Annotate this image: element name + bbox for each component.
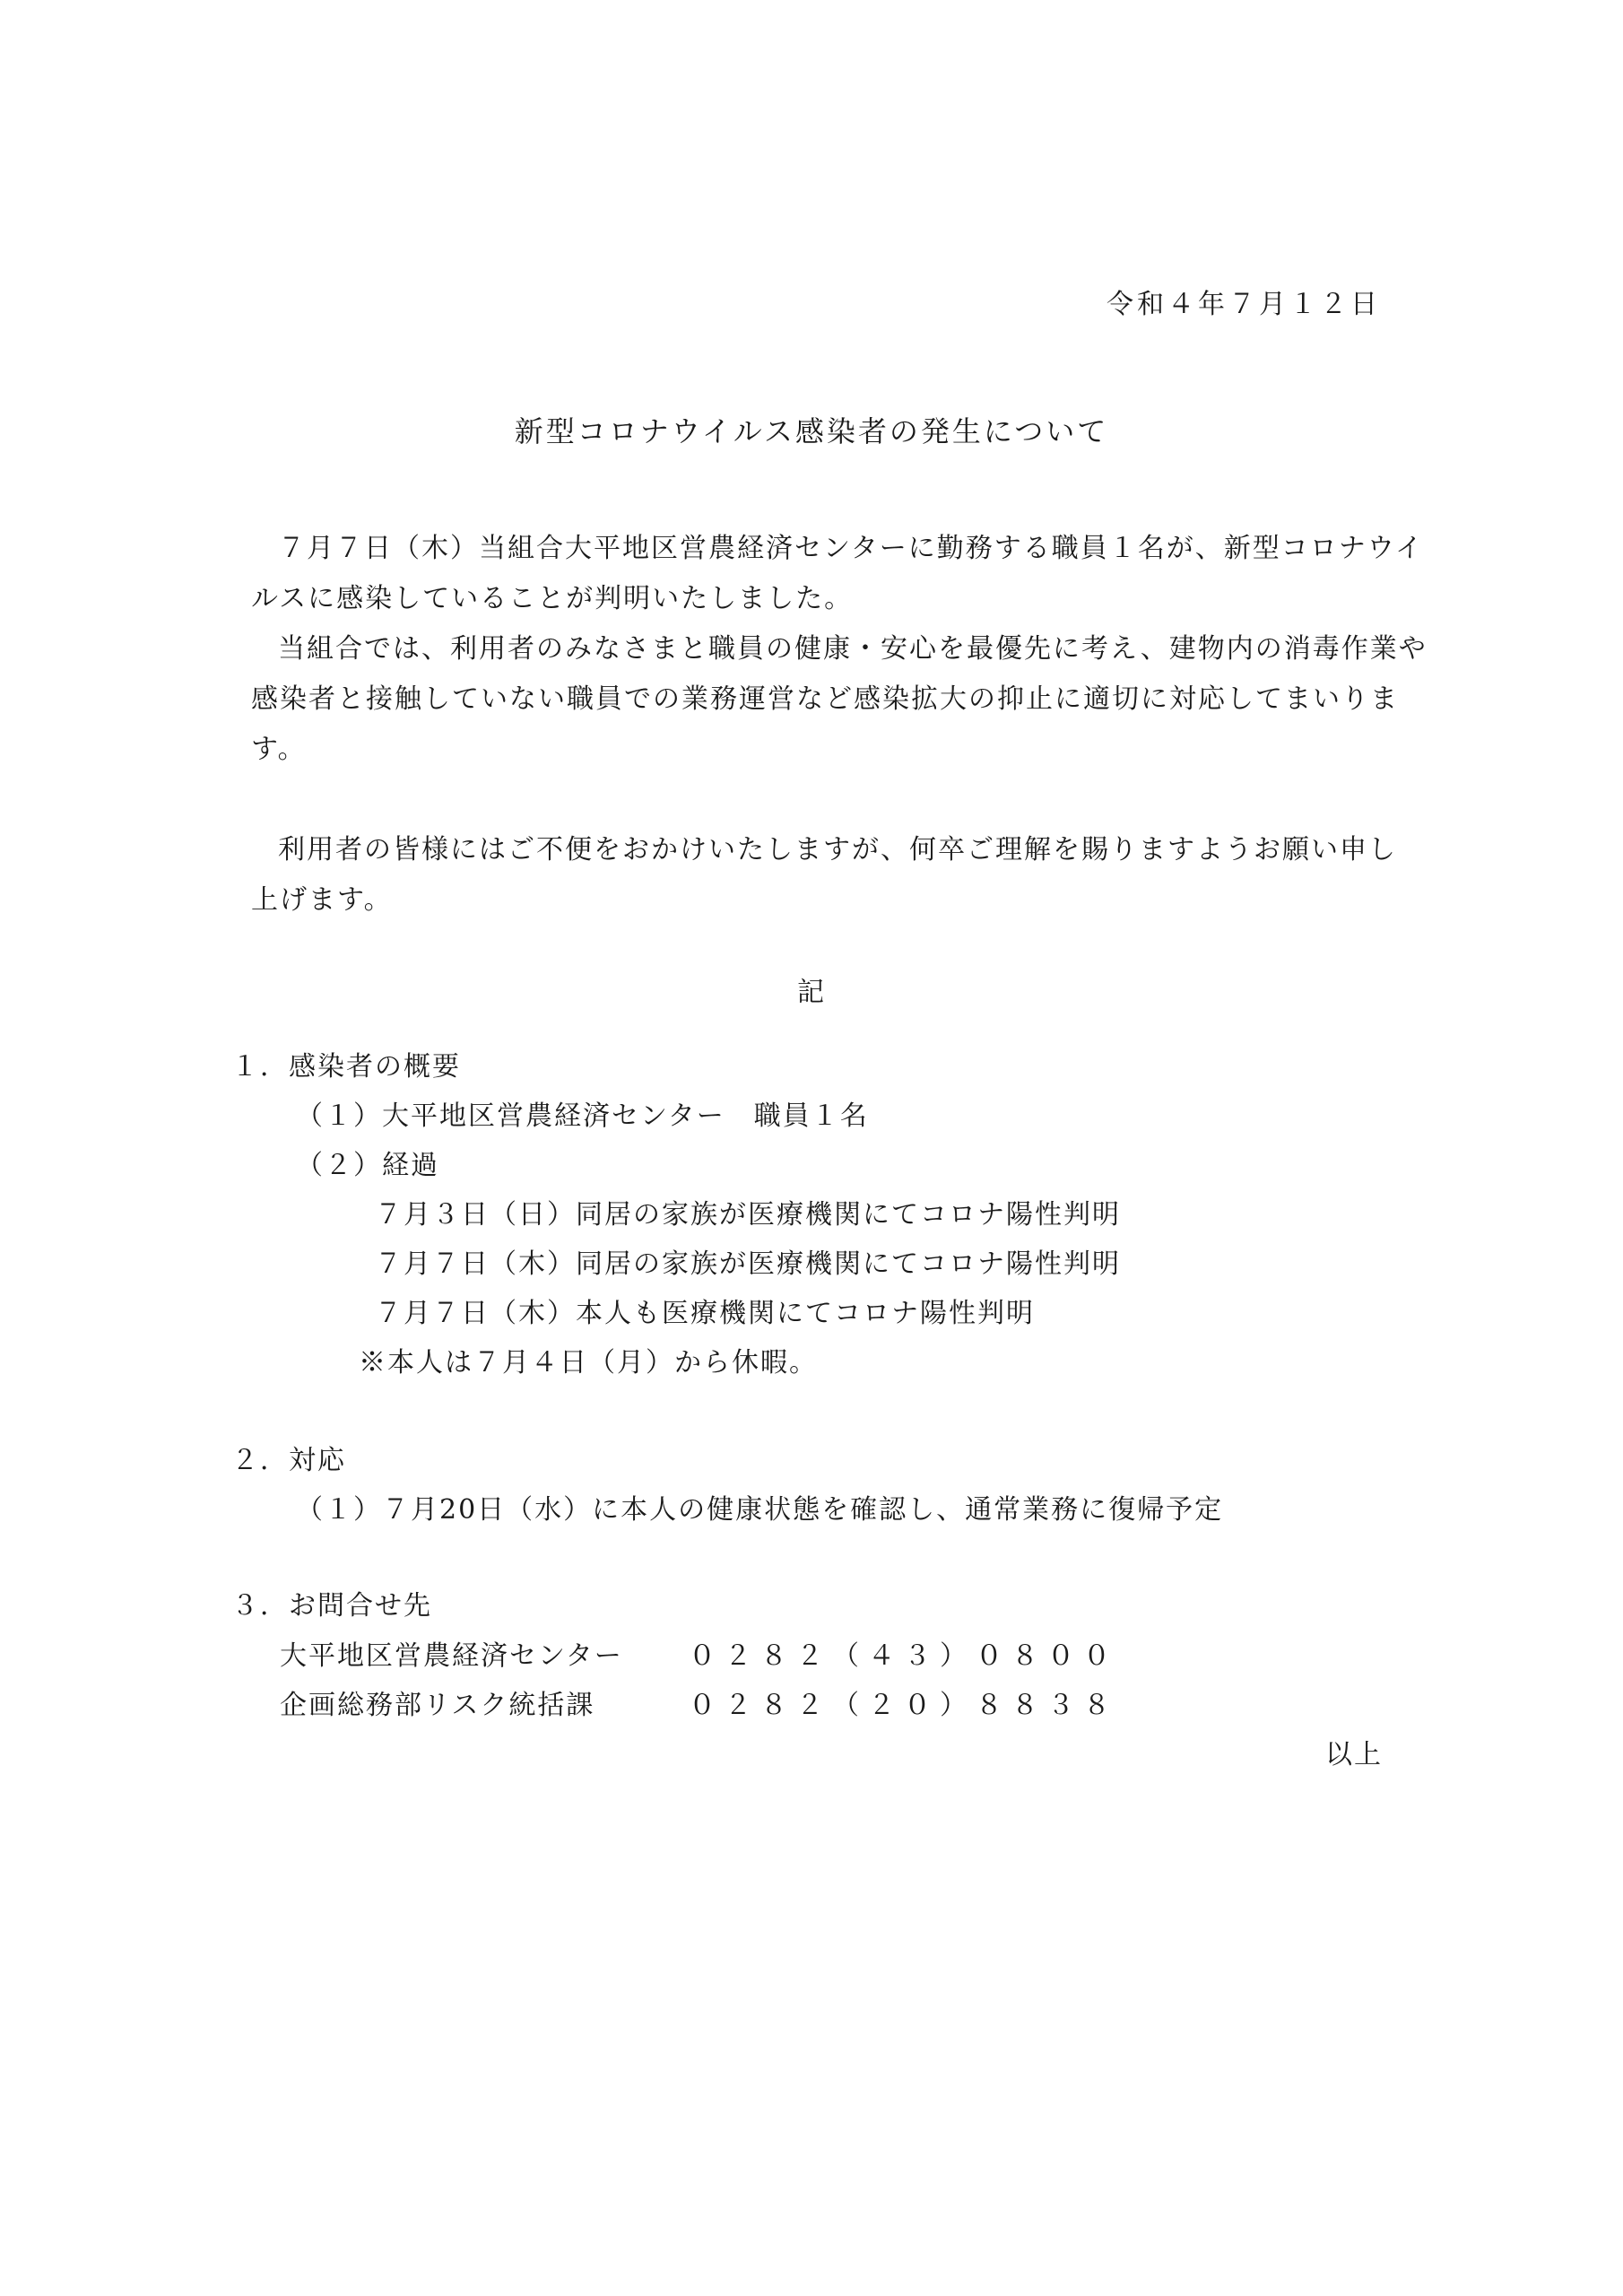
paragraph-line: す。: [251, 734, 307, 765]
contact-name: 大平地区営農経済センター: [280, 1640, 623, 1672]
ki-heading: 記: [797, 977, 826, 1008]
contact-phone: ０２８２（４３）０８００: [689, 1640, 1119, 1672]
section-1-item-2: （２）経過: [296, 1150, 439, 1181]
contact-name: 企画総務部リスク統括課: [280, 1690, 595, 1721]
contact-phone: ０２８２（２０）８８３８: [689, 1690, 1119, 1721]
closing-remark: 以上: [1325, 1739, 1383, 1770]
section-2-item-1: （１）７月20日（水）に本人の健康状態を確認し、通常業務に復帰予定: [296, 1494, 1224, 1526]
paragraph-line: 利用者の皆様にはご不便をおかけいたしますが、何卒ご理解を賜りますようお願い申し: [278, 834, 1397, 865]
progress-detail: ７月７日（木）本人も医療機関にてコロナ陽性判明: [375, 1298, 1035, 1329]
section-3-heading: ３．お問合せ先: [231, 1590, 432, 1622]
section-1-heading: １．感染者の概要: [231, 1051, 461, 1083]
document-date: 令和４年７月１２日: [1107, 289, 1381, 320]
section-1-item-1: （１）大平地区営農経済センター 職員１名: [296, 1100, 869, 1132]
paragraph-line: ルスに感染していることが判明いたしました。: [251, 583, 854, 614]
section-2-heading: ２．対応: [231, 1445, 346, 1476]
progress-detail: ７月７日（木）同居の家族が医療機関にてコロナ陽性判明: [375, 1248, 1121, 1280]
document-title: 新型コロナウイルス感染者の発生について: [514, 414, 1109, 448]
paragraph-line: 上げます。: [251, 884, 393, 916]
paragraph-line: 当組合では、利用者のみなさまと職員の健康・安心を最優先に考え、建物内の消毒作業や: [278, 633, 1428, 665]
leave-note: ※本人は７月４日（月）から休暇。: [359, 1347, 818, 1378]
paragraph-line: ７月７日（木）当組合大平地区営農経済センターに勤務する職員１名が、新型コロナウイ: [278, 533, 1424, 564]
progress-detail: ７月３日（日）同居の家族が医療機関にてコロナ陽性判明: [375, 1199, 1121, 1231]
paragraph-line: 感染者と接触していない職員での業務運営など感染拡大の抑止に適切に対応してまいりま: [251, 683, 1399, 715]
